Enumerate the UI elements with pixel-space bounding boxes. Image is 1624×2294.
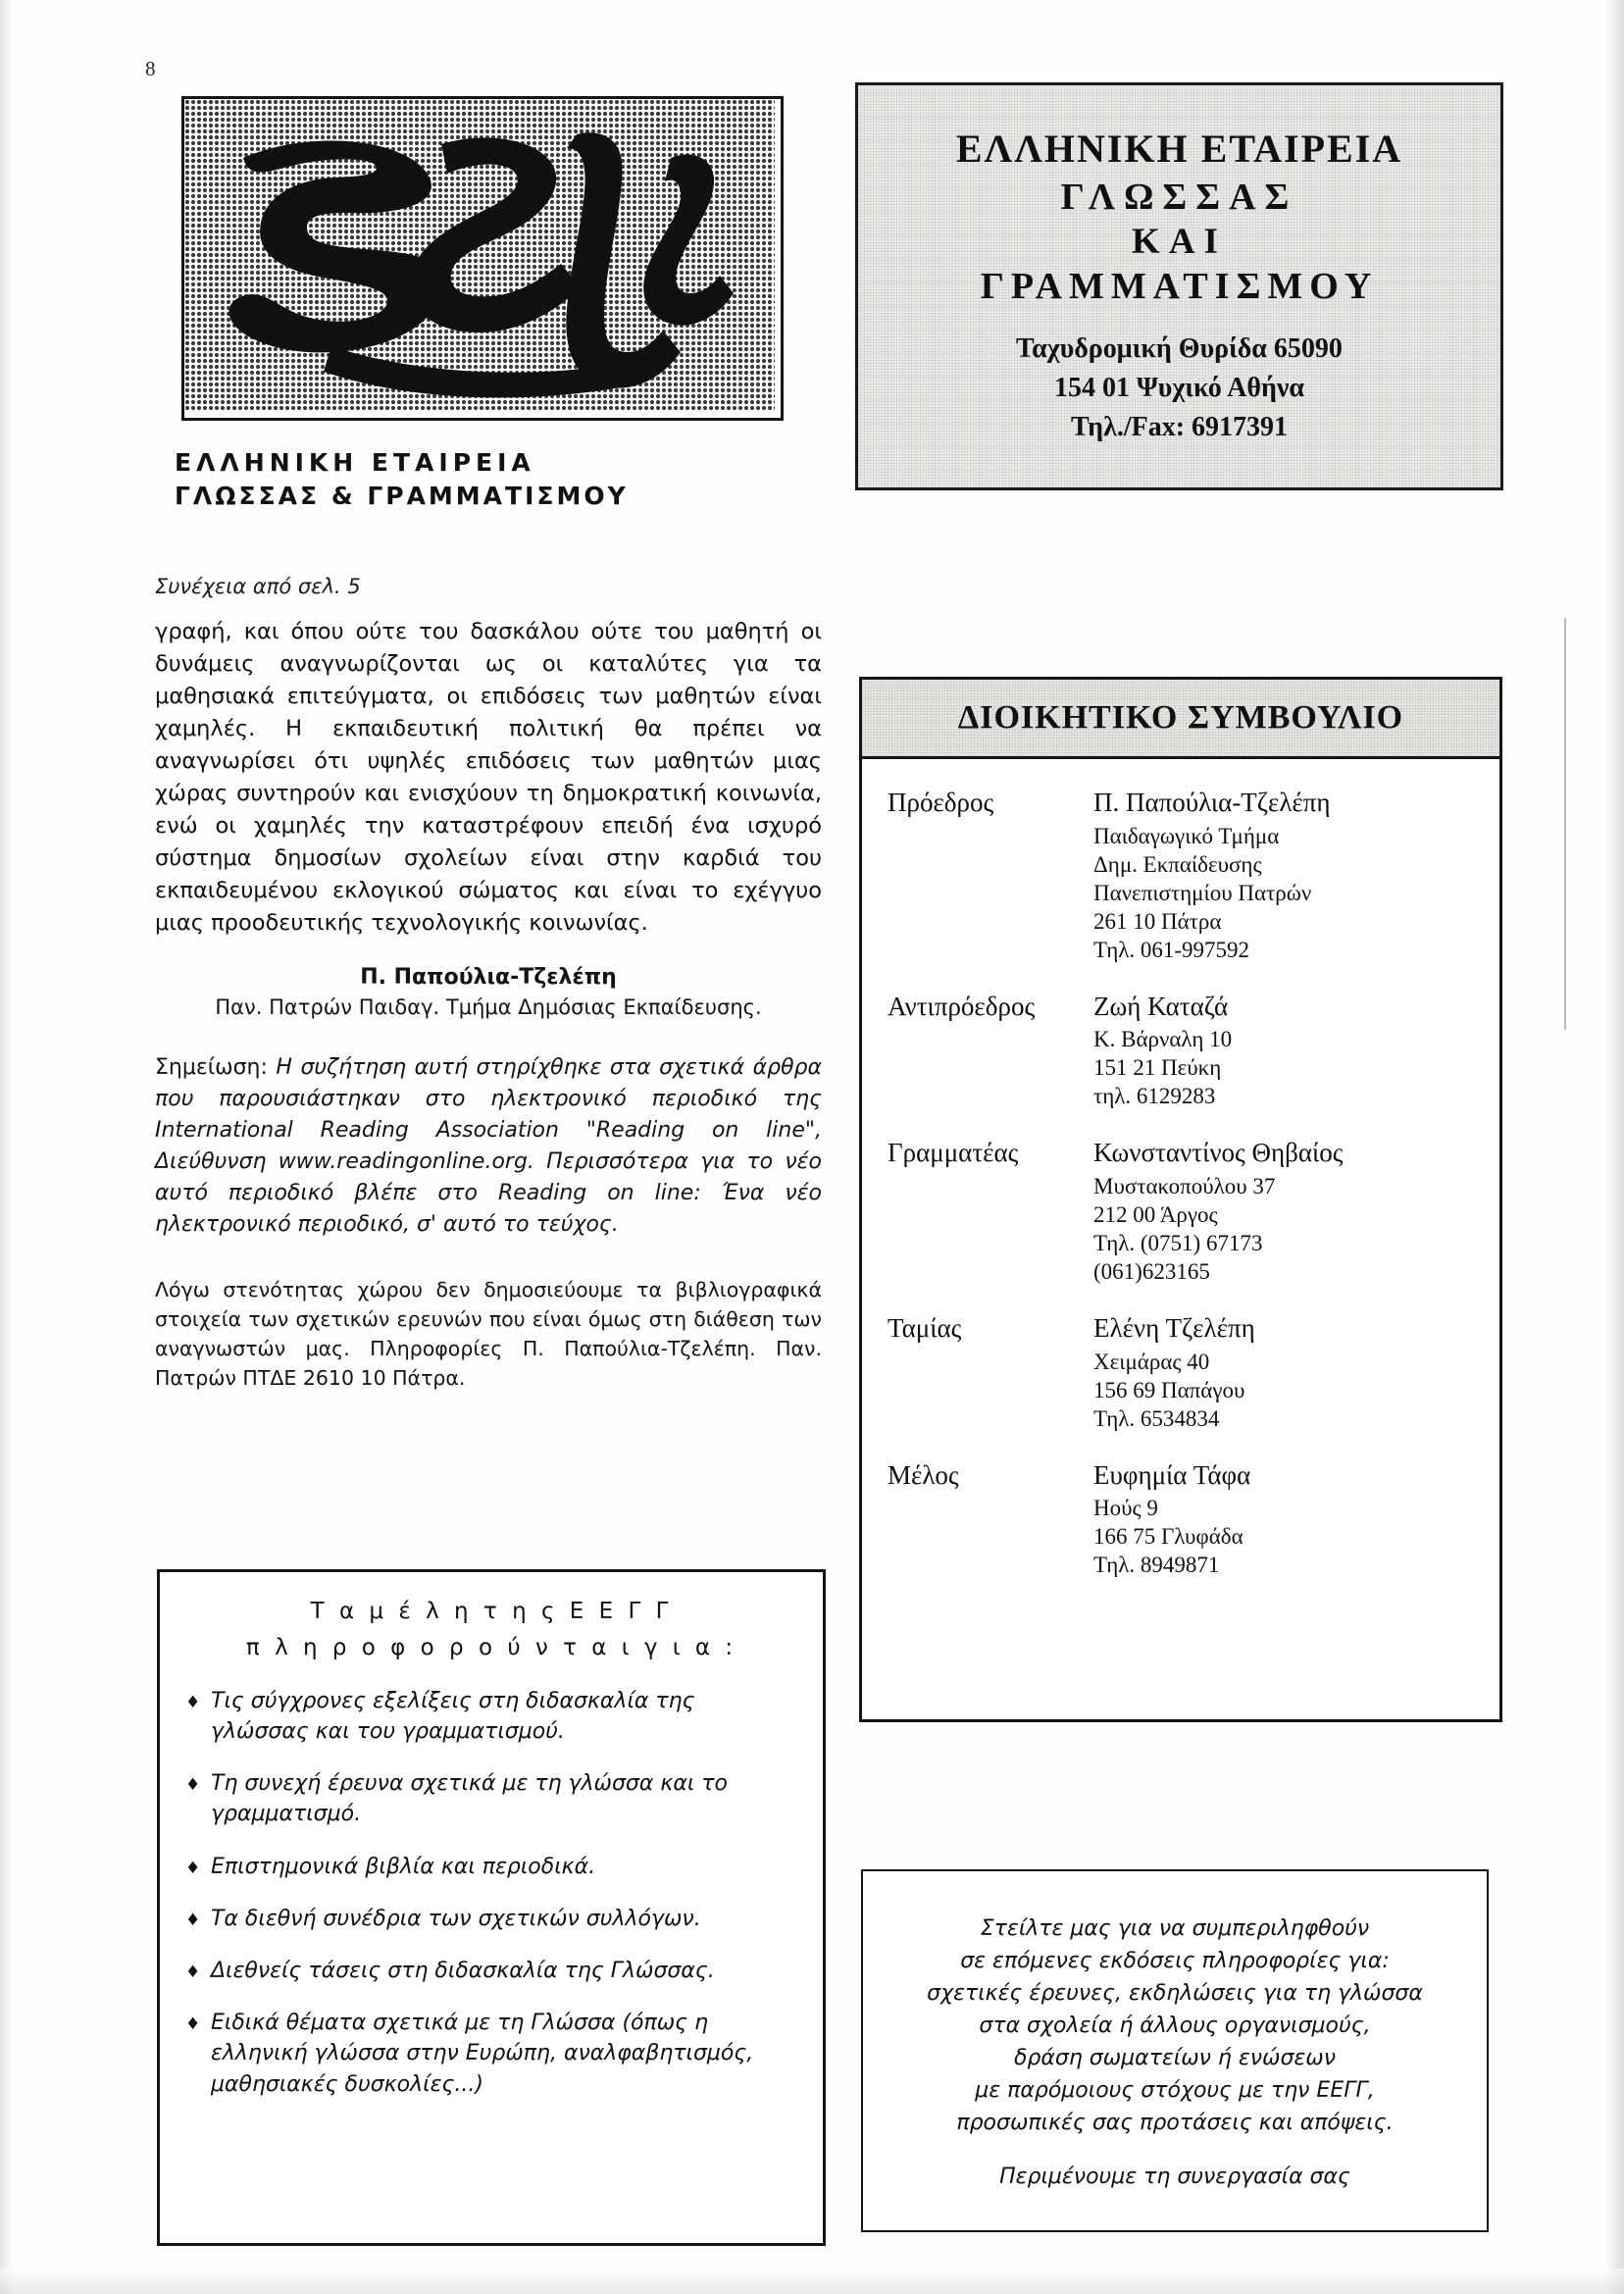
- board-address-line: Δημ. Εκπαίδευσης: [1093, 851, 1262, 877]
- board-role: Αντιπρόεδρος: [888, 991, 1036, 1021]
- board-phone-line: Τηλ. (0751) 67173: [1093, 1230, 1263, 1255]
- board-phone-line: (061)623165: [1093, 1258, 1210, 1284]
- article-note-text: Η συζήτηση αυτή στηρίχθηκε στα σχετικά άρθρα που παρουσιάστηκαν στο ηλεκτρονικό περιοδικό της International Reading Association "Reading on line", Διεύθυνση www.readingonline.org. Περισσότερα για το νέο αυτό περιοδικό βλέπε στο Reading on line: Ένα νέο ηλεκτρονικό περιοδικό, σ' αυτό το τεύχος.: [155, 1054, 822, 1238]
- members-info-box: [157, 1569, 826, 2246]
- invite-closing: Περιμένουμε τη συνεργασία σας: [999, 2165, 1350, 2189]
- list-item-text: Διεθνείς τάσεις στη διδασκαλία της Γλώσσας.: [211, 1959, 715, 1983]
- board-of-directors-box: [859, 677, 1502, 1722]
- members-list: [185, 1686, 797, 2100]
- board-member-name: Ευφημία Τάφα: [1093, 1459, 1251, 1490]
- table-row: [862, 787, 1499, 965]
- diamond-bullet-icon: ♦: [185, 1775, 201, 1796]
- address-city: 154 01 Ψυχικό Αθήνα: [1053, 373, 1305, 404]
- members-title-line-1: Τ α μ έ λ η τ η ς Ε Ε Γ Γ: [310, 1599, 673, 1624]
- board-address-line: 261 10 Πάτρα: [1093, 908, 1222, 934]
- address-title-1: ΕΛΛΗΝΙΚΗ ΕΤΑΙΡΕΙΑ: [955, 127, 1403, 172]
- board-role: Γραμματέας: [888, 1138, 1019, 1168]
- board-phone-line: Τηλ. 8949871: [1093, 1553, 1220, 1578]
- submission-invite-box: [861, 1869, 1489, 2232]
- invite-line: προσωπικές σας προτάσεις και απόψεις.: [956, 2111, 1394, 2135]
- board-member-name: Π. Παπούλια-Τζελέπη: [1093, 788, 1331, 817]
- board-member-name: Ζωή Καταζά: [1093, 991, 1229, 1021]
- list-item-text: Ειδικά θέματα σχετικά με τη Γλώσσα (όπως η ελληνική γλώσσα στην Ευρώπη, αναλφαβητισμός, μαθησιακές δυσκολίες...): [211, 2011, 754, 2097]
- list-item: [185, 1852, 797, 1882]
- address-title-3: ΚΑΙ: [1132, 222, 1227, 263]
- scan-edge-bottom: [0, 2269, 1624, 2294]
- logo-caption-line-1: ΕΛΛΗΝΙΚΗ ΕΤΑΙΡΕΙΑ: [175, 448, 535, 477]
- logo-caption: [175, 446, 802, 513]
- board-address-line: Πανεπιστημίου Πατρών: [1093, 880, 1312, 905]
- board-address-line: Παιδαγωγικό Τμήμα: [1093, 823, 1280, 848]
- table-row: [862, 1137, 1499, 1287]
- board-address-line: Μυστακοπούλου 37: [1093, 1174, 1276, 1198]
- continued-from-note: Συνέχεια από σελ. 5: [155, 575, 361, 598]
- table-row: [862, 991, 1499, 1112]
- article-author: Π. Παπούλια-Τζελέπη: [360, 964, 617, 990]
- board-address-line: Κ. Βάρναλη 10: [1093, 1027, 1233, 1052]
- invite-line: σε επόμενες εκδόσεις πληροφορίες για:: [960, 1949, 1390, 1973]
- invite-line: Στείλτε μας για να συμπεριληφθούν: [980, 1916, 1370, 1941]
- members-title-line-2: π λ η ρ ο φ ο ρ ο ύ ν τ α ι γ ι α :: [245, 1634, 737, 1660]
- page-number: 8: [145, 57, 156, 80]
- society-logo: [181, 96, 784, 421]
- board-address-line: 156 69 Παπάγου: [1093, 1377, 1245, 1402]
- address-title-4: ΓΡΑΜΜΑΤΙΣΜΟΥ: [980, 266, 1379, 308]
- diamond-bullet-icon: ♦: [185, 1910, 201, 1930]
- board-member-name: Ελένη Τζελέπη: [1093, 1312, 1255, 1343]
- list-item: [185, 1904, 797, 1934]
- article-body: [155, 616, 822, 1394]
- board-role: Ταμίας: [888, 1312, 962, 1343]
- board-details: [1093, 991, 1499, 1112]
- table-row: [862, 1459, 1499, 1581]
- page-edge-rule: [1564, 618, 1566, 1030]
- diamond-bullet-icon: ♦: [185, 2014, 201, 2035]
- list-item-text: Τις σύγχρονες εξελίξεις στη διδασκαλία της γλώσσας και του γραμματισμού.: [211, 1688, 695, 1744]
- article-note: [155, 1052, 822, 1242]
- diamond-bullet-icon: ♦: [185, 1963, 201, 1982]
- board-phone-line: Τηλ. 6534834: [1093, 1405, 1220, 1431]
- board-details: [1093, 1312, 1499, 1434]
- list-item-text: Επιστημονικά βιβλία και περιοδικά.: [211, 1854, 596, 1879]
- article-paragraph-1: γραφή, και όπου ούτε του δασκάλου ούτε του μαθητή οι δυνάμεις αναγνωρίζονται ως οι καταλύτες για τα μαθησιακά επιτεύγματα, οι επιδόσεις των μαθητών είναι χαμηλές. Η εκπαιδευτική πολιτική θα πρέπει να αναγνωρίσει ότι υψηλές επιδόσεις των μαθητών μιας χώρας συντηρούν και ενισχύουν τη δημοκρατική κοινωνία, ενώ οι χαμηλές την καταστρέφουν επειδή ένα ισχυρό σύστημα δημοσίων σχολείων είναι στην καρδιά του εκπαιδευμένου εκλογικού σώματος και είναι το εχέγγυο μιας προοδευτικής τεχνολογικής κοινωνίας.: [155, 619, 822, 936]
- board-rows: [862, 759, 1499, 1580]
- article-small-note: Λόγω στενότητας χώρου δεν δημοσιεύουμε τα βιβλιογραφικά στοιχεία των σχετικών ερευνών που είναι όμως στη διάθεση των αναγνωστών μας. Πληροφορίες Π. Παπούλια-Τζελέπη. Παν. Πατρών ΠΤΔΕ 2610 10 Πάτρα.: [155, 1278, 822, 1390]
- scan-edge-right: [1604, 0, 1624, 2294]
- board-details: [1093, 1137, 1499, 1287]
- board-role: Μέλος: [888, 1459, 959, 1490]
- society-address-box: [855, 82, 1503, 490]
- members-box-title: [185, 1594, 797, 1666]
- board-details: [1093, 1459, 1499, 1581]
- invite-line: στα σχολεία ή άλλους οργανισμούς,: [979, 2014, 1371, 2038]
- board-address-line: Χειμάρας 40: [1093, 1349, 1210, 1374]
- diamond-bullet-icon: ♦: [185, 1692, 201, 1712]
- logo-artwork: [184, 99, 775, 412]
- list-item: [185, 2008, 797, 2100]
- board-details: [1093, 787, 1499, 965]
- list-item-text: Τη συνεχή έρευνα σχετικά με τη γλώσσα και το γραμματισμό.: [211, 1771, 728, 1827]
- article-note-label: Σημείωση:: [155, 1054, 268, 1080]
- table-row: [862, 1312, 1499, 1434]
- board-address-line: 151 21 Πεύκη: [1093, 1055, 1222, 1081]
- invite-line: με παρόμοιους στόχους με την ΕΕΓΓ,: [975, 2078, 1375, 2103]
- board-phone-line: τηλ. 6129283: [1093, 1084, 1216, 1109]
- invite-line: σχετικές έρευνες, εκδηλώσεις για τη γλώσσα: [927, 1981, 1423, 2006]
- article-author-affiliation: Παν. Πατρών Παιδαγ. Τμήμα Δημόσιας Εκπαίδευσης.: [215, 994, 762, 1019]
- board-role: Πρόεδρος: [888, 788, 994, 817]
- address-postal-box: Ταχυδρομική Θυρίδα 65090: [1016, 333, 1343, 365]
- invite-line: δράση σωματείων ή ενώσεων: [1013, 2046, 1337, 2070]
- diamond-bullet-icon: ♦: [185, 1858, 201, 1878]
- list-item: [185, 1768, 797, 1829]
- address-title-2: ΓΛΩΣΣΑΣ: [1060, 177, 1298, 219]
- list-item: [185, 1686, 797, 1747]
- board-member-name: Κωνσταντίνος Θηβαίος: [1093, 1138, 1344, 1168]
- board-phone-line: Τηλ. 061-997592: [1093, 937, 1250, 962]
- list-item: [185, 1956, 797, 1986]
- board-header-title: ΔΙΟΙΚΗΤΙΚΟ ΣΥΜΒΟΥΛΙΟ: [957, 699, 1404, 736]
- board-address-line: 166 75 Γλυφάδα: [1093, 1524, 1243, 1550]
- board-header: [862, 680, 1499, 759]
- logo-caption-line-2: ΓΛΩΣΣΑΣ & ΓΡΑΜΜΑΤΙΣΜΟΥ: [175, 481, 629, 510]
- list-item-text: Τα διεθνή συνέδρια των σχετικών συλλόγων.: [211, 1906, 701, 1931]
- address-phone-fax: Τηλ./Fax: 6917391: [1070, 411, 1289, 442]
- scan-edge-left: [0, 0, 14, 2294]
- board-address-line: Ηούς 9: [1093, 1496, 1158, 1521]
- board-address-line: 212 00 Άργος: [1093, 1201, 1218, 1227]
